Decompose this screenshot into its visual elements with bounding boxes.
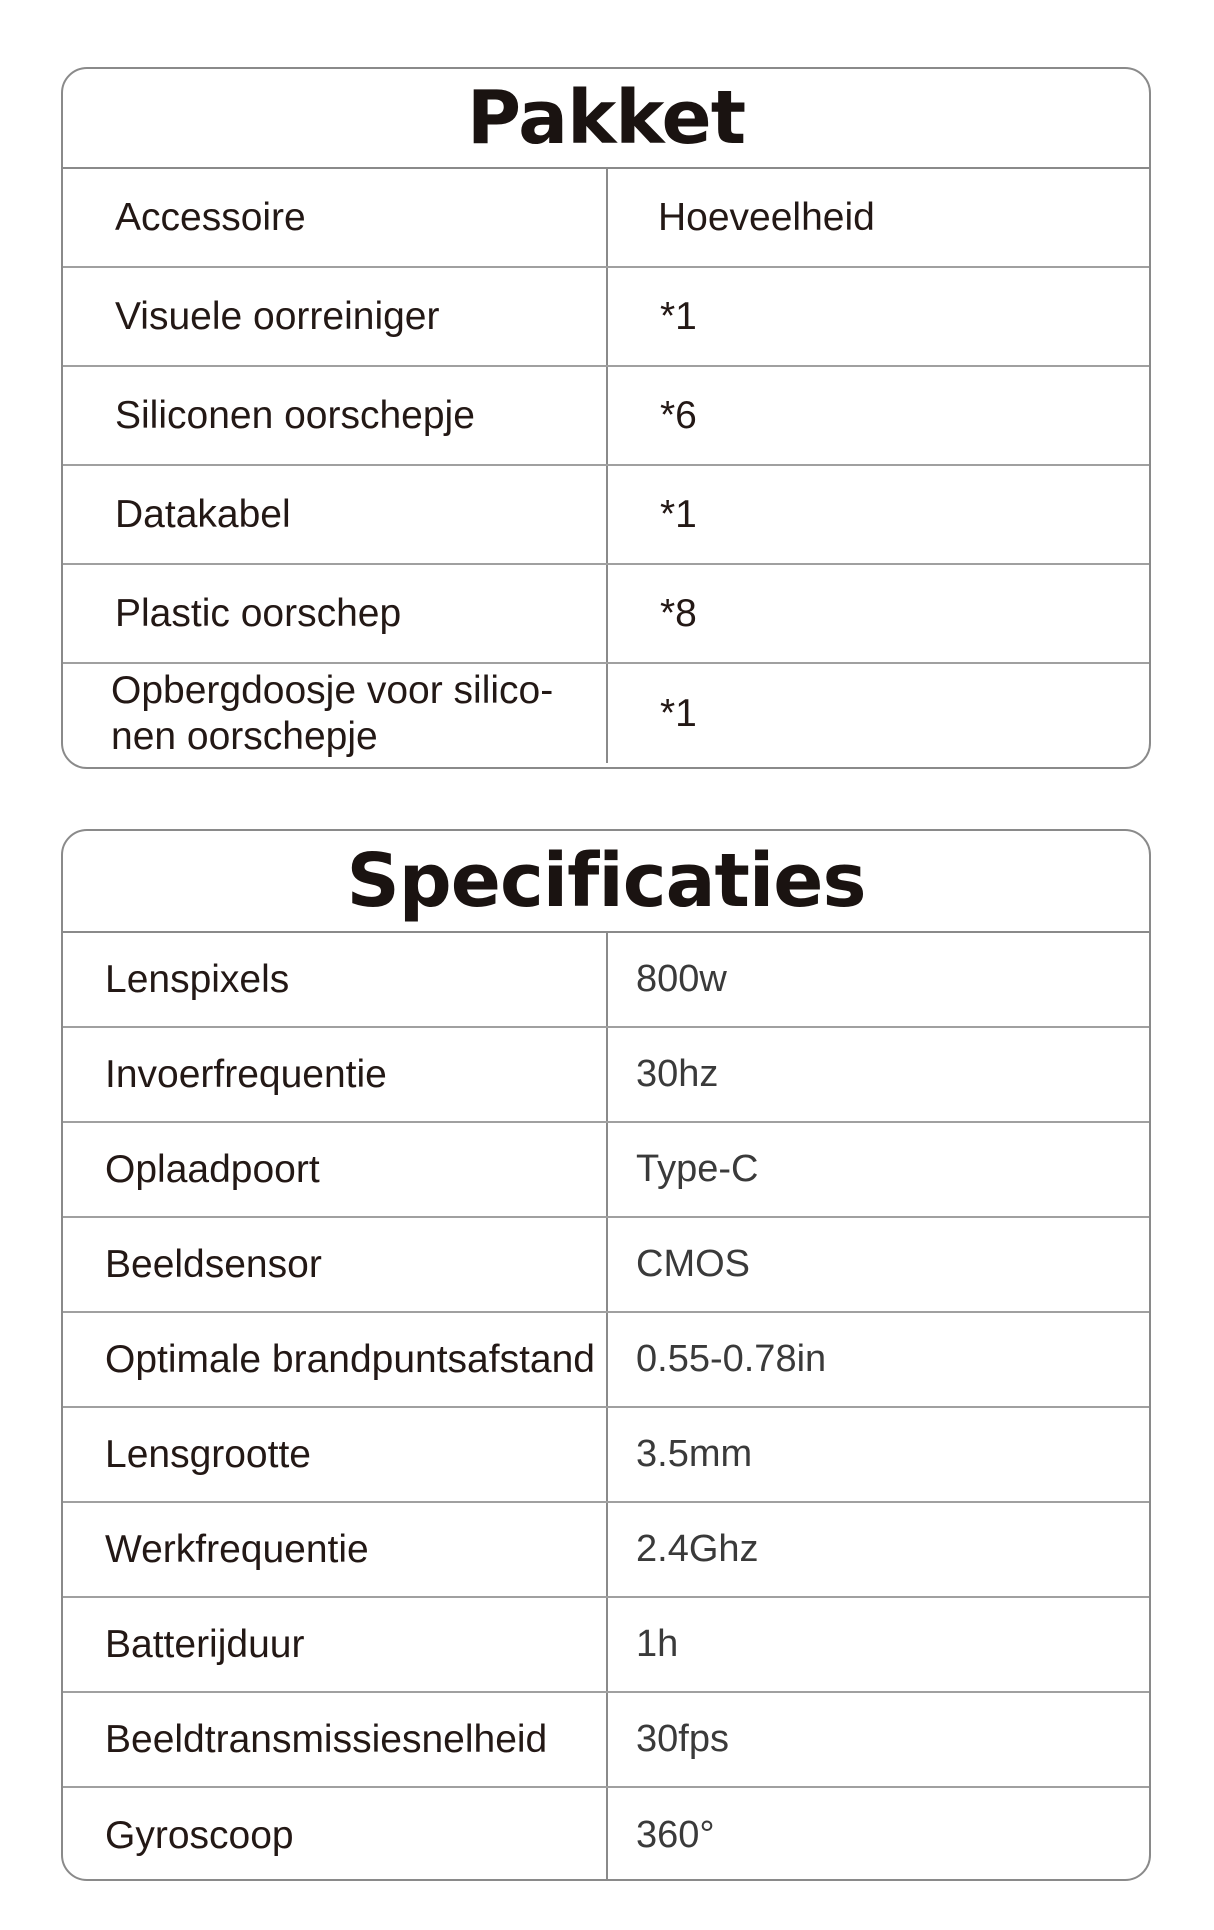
spec-value: 0.55-0.78in (636, 1338, 827, 1380)
table-row (63, 1598, 1149, 1693)
package-title: Pakket (63, 69, 1149, 169)
spec-label: Optimale brandpuntsafstand (63, 1313, 608, 1406)
spec-label: Invoerfrequentie (63, 1028, 608, 1121)
package-table (61, 67, 1151, 769)
spec-value: 3.5mm (636, 1433, 753, 1475)
table-header-row (63, 169, 1149, 268)
column-header-quantity: Hoeveelheid (658, 195, 875, 239)
table-row (63, 1123, 1149, 1218)
accessory-quantity: *1 (660, 492, 697, 536)
table-row (63, 367, 1149, 466)
specifications-title: Specificaties (63, 831, 1149, 933)
table-row (63, 268, 1149, 367)
spec-value: Type-C (636, 1148, 759, 1190)
spec-label: Oplaadpoort (63, 1123, 608, 1216)
accessory-name: Opbergdoosje voor silico-nen oorschepje (111, 668, 554, 758)
spec-label: Lenspixels (63, 933, 608, 1026)
spec-label: Werkfrequentie (63, 1503, 608, 1596)
accessory-name: Siliconen oorschepje (63, 367, 608, 464)
spec-label: Lensgrootte (63, 1408, 608, 1501)
spec-label: Gyroscoop (63, 1788, 608, 1881)
spec-value: 30fps (636, 1718, 729, 1760)
spec-value: 30hz (636, 1053, 719, 1095)
accessory-name-cell (63, 664, 608, 763)
spec-label: Beeldsensor (63, 1218, 608, 1311)
spec-label: Batterijduur (63, 1598, 608, 1691)
table-row (63, 1028, 1149, 1123)
spec-value: 360° (636, 1814, 715, 1856)
accessory-quantity: *1 (660, 294, 697, 338)
specifications-table (61, 829, 1151, 1881)
table-row (63, 1693, 1149, 1788)
table-row (63, 466, 1149, 565)
column-header-accessory: Accessoire (63, 169, 608, 266)
table-row (63, 664, 1149, 763)
accessory-quantity: *1 (660, 691, 697, 735)
spec-value: 2.4Ghz (636, 1528, 759, 1570)
spec-value: CMOS (636, 1243, 750, 1285)
accessory-quantity: *8 (660, 591, 697, 635)
spec-value: 800w (636, 958, 727, 1000)
table-row (63, 1788, 1149, 1881)
accessory-name: Plastic oorschep (63, 565, 608, 662)
accessory-name: Datakabel (63, 466, 608, 563)
table-row (63, 933, 1149, 1028)
accessory-name: Visuele oorreiniger (63, 268, 608, 365)
spec-value: 1h (636, 1623, 679, 1665)
table-row (63, 1408, 1149, 1503)
table-row (63, 565, 1149, 664)
table-row (63, 1218, 1149, 1313)
table-row (63, 1503, 1149, 1598)
table-row (63, 1313, 1149, 1408)
spec-label: Beeldtransmissiesnelheid (63, 1693, 608, 1786)
accessory-quantity: *6 (660, 393, 697, 437)
